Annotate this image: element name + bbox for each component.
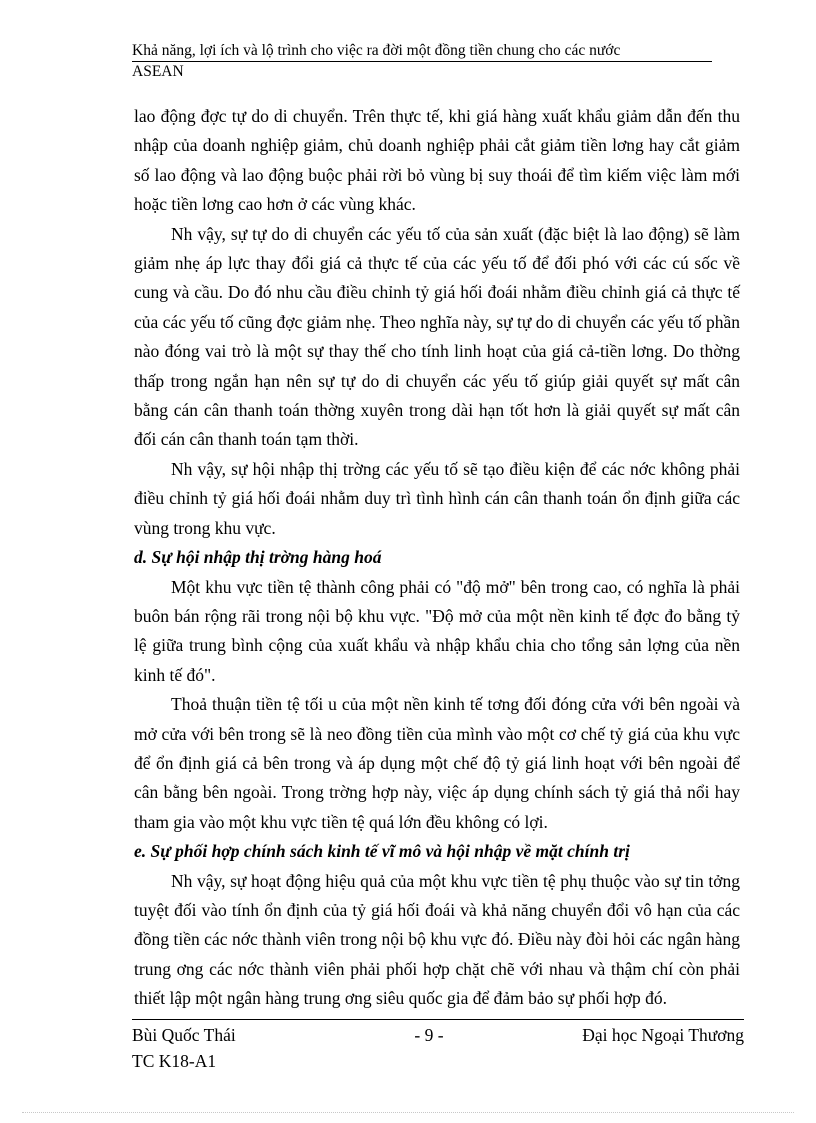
header-title-line1: Khả năng, lợi ích và lộ trình cho việc ra đời một đồng tiền chung cho các nước [132, 41, 712, 62]
paragraph-3: Nh vậy, sự hội nhập thị trờng các yếu tố sẽ tạo điều kiện để các nớc không phải điều chỉnh tỷ giá hối đoái nhằm duy trì tình hình cán cân thanh toán ổn định giữa các vùng trong khu vực. [134, 458, 740, 538]
paragraph-4: Một khu vực tiền tệ thành công phải có "độ mở" bên trong cao, có nghĩa là phải buôn bán rộng rãi trong nội bộ khu vực. "Độ mở của một nền kinh tế đợc đo bằng tỷ lệ giữa trung bình cộng của xuất khẩu và nhập khẩu chia cho tổng sản lợng của nền kinh tế đó". [134, 576, 740, 685]
page-bottom-dotted-line [22, 1112, 794, 1113]
page-number: - 9 - [414, 1025, 444, 1045]
footer-divider [132, 1019, 744, 1020]
footer-class: TC K18-A1 [132, 1051, 217, 1071]
header-title-line2: ASEAN [132, 63, 184, 80]
section-heading-e: e. Sự phối hợp chính sách kinh tế vĩ mô và hội nhập về mặt chính trị [134, 841, 630, 862]
paragraph-5: Thoả thuận tiền tệ tối u của một nền kinh tế tơng đối đóng cửa với bên ngoài và mở cửa với bên trong sẽ là neo đồng tiền của mình vào một cơ chế tỷ giá của khu vực để ổn định giá cả bên trong và áp dụng một chế độ tỷ giá linh hoạt với bên ngoài để cân bằng bên ngoài. Trong trờng hợp này, việc áp dụng chính sách tỷ giá thả nổi hay tham gia vào một khu vực tiền tệ quá lớn đều không có lợi. [134, 694, 740, 832]
paragraph-2: Nh vậy, sự tự do di chuyển các yếu tố của sản xuất (đặc biệt là lao động) sẽ làm giảm nhẹ áp lực thay đổi giá cả thực tế của các yếu tố để đối phó với các cú sốc về cung và cầu. Do đó nhu cầu điều chỉnh tỷ giá hối đoái nhằm điều chỉnh giá cả thực tế của các yếu tố cũng đợc giảm nhẹ. Theo nghĩa này, sự tự do di chuyển các yếu tố phần nào đóng vai trò là một sự thay thế cho tính linh hoạt của giá cả-tiền lơng. Do thờng thấp trong ngắn hạn nên sự tự do di chuyển các yếu tố giúp giải quyết sự mất cân bằng cán cân thanh toán thờng xuyên trong dài hạn tốt hơn là giải quyết sự mất cân đối cán cân thanh toán tạm thời. [134, 223, 740, 450]
paragraph-1: lao động đợc tự do di chuyển. Trên thực tế, khi giá hàng xuất khẩu giảm dẫn đến thu nhập của doanh nghiệp giảm, chủ doanh nghiệp phải cắt giảm tiền lơng hay cắt giảm số lao động và lao động buộc phải rời bỏ vùng bị suy thoái để tìm kiếm việc làm mới hoặc tiền lơng cao hơn ở các vùng khác. [134, 106, 740, 215]
document-body [134, 102, 740, 1014]
page-header [132, 41, 712, 82]
paragraph-6: Nh vậy, sự hoạt động hiệu quả của một khu vực tiền tệ phụ thuộc vào sự tin tởng tuyệt đối vào tính ổn định của tỷ giá hối đoái và khả năng chuyển đổi vô hạn của các đồng tiền các nớc thành viên trong nội bộ khu vực đó. Điều này đòi hỏi các ngân hàng trung ơng các nớc thành viên phải phối hợp chặt chẽ với nhau và thậm chí còn phải thiết lập một ngân hàng trung ơng siêu quốc gia để đảm bảo sự phối hợp đó. [134, 870, 740, 1009]
footer-school: Đại học Ngoại Thương [582, 1025, 744, 1045]
section-heading-d: d. Sự hội nhập thị trờng hàng hoá [134, 547, 382, 568]
footer-author: Bùi Quốc Thái [132, 1025, 236, 1045]
